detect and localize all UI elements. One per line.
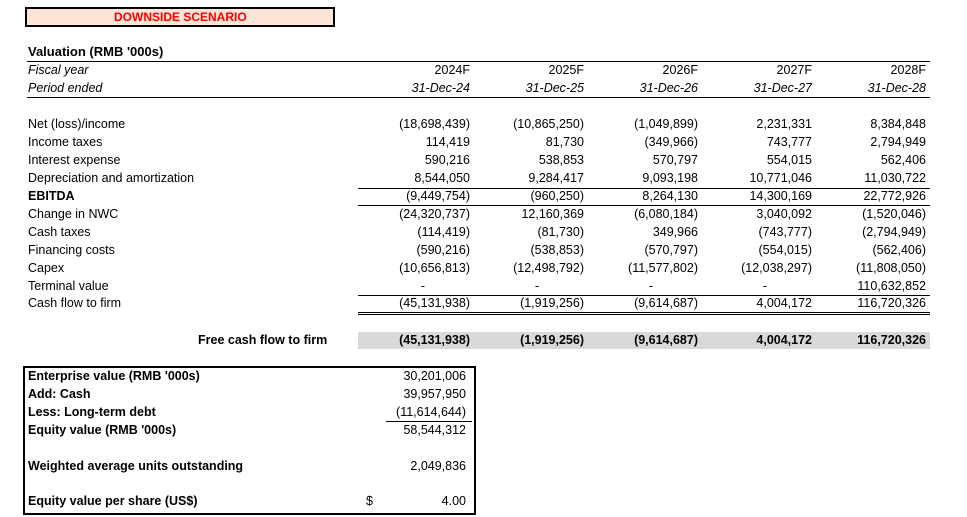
table-cell: 590,216 [424,153,470,167]
table-cell: (554,015) [758,243,812,257]
table-cell: (11,808,050) [856,261,926,275]
table-cell: (45,131,938) [399,296,470,310]
fiscal-year-header: 2026F [662,63,698,77]
cashflow-top-border [358,295,930,296]
table-cell: 3,040,092 [756,207,812,221]
less-debt-label: Less: Long-term debt [28,405,156,419]
units-outstanding-value: 2,049,836 [410,459,466,473]
add-cash-label: Add: Cash [28,387,91,401]
table-cell: 9,284,417 [528,171,584,185]
table-cell: 10,771,046 [749,171,812,185]
fiscal-year-header: 2024F [434,63,470,77]
cashflow-double-border-2 [358,314,930,315]
table-cell: 22,772,926 [863,189,926,203]
row-label: Interest expense [28,153,121,167]
period-ended-header: 31-Dec-27 [753,81,812,95]
table-cell: (81,730) [537,225,584,239]
table-cell: 2,794,949 [870,135,926,149]
table-cell: 349,966 [652,225,698,239]
table-cell: 9,093,198 [642,171,698,185]
row-label: Cash taxes [28,225,91,239]
fcf-value: 4,004,172 [756,333,812,347]
table-cell: (1,919,256) [520,296,584,310]
table-cell: (12,498,792) [513,261,584,275]
scenario-banner [25,7,335,27]
add-cash-value: 39,957,950 [403,387,466,401]
equity-per-share-label: Equity value per share (US$) [28,494,198,508]
row-label: Financing costs [28,243,115,257]
table-cell: (10,656,813) [399,261,470,275]
table-cell: (960,250) [530,189,584,203]
table-cell: (562,406) [872,243,926,257]
currency-symbol: $ [366,494,373,508]
valuation-title: Valuation (RMB '000s) [28,44,164,59]
units-outstanding-label: Weighted average units outstanding [28,459,244,473]
equity-value-top-border [386,421,472,422]
equity-value-label: Equity value (RMB '000s) [28,423,177,437]
table-cell: 110,632,852 [857,279,926,293]
table-cell: (538,853) [530,243,584,257]
row-label: Cash flow to firm [28,296,122,310]
table-cell: (9,614,687) [634,296,698,310]
row-label: Income taxes [28,135,103,149]
fiscal-year-header: 2027F [776,63,812,77]
period-ended-header: 31-Dec-24 [411,81,470,95]
enterprise-value-label: Enterprise value (RMB '000s) [28,369,200,383]
table-cell: 554,015 [766,153,812,167]
period-ended-header: 31-Dec-28 [867,81,926,95]
table-cell: 8,264,130 [642,189,698,203]
table-cell: 2,231,331 [756,117,812,131]
ebitda-top-border [358,188,930,189]
table-cell: 12,160,369 [521,207,584,221]
table-cell: (9,449,754) [406,189,470,203]
table-cell: 14,300,169 [749,189,812,203]
table-cell: 8,384,848 [870,117,926,131]
table-cell: (1,520,046) [862,207,926,221]
row-label: Change in NWC [28,207,119,221]
table-cell: (2,794,949) [862,225,926,239]
table-cell: 114,419 [425,135,470,149]
table-cell: 562,406 [880,153,926,167]
table-cell: (18,698,439) [399,117,470,131]
row-label: Terminal value [28,279,109,293]
ebitda-bottom-border [358,205,930,206]
table-cell: 11,030,722 [864,171,926,185]
table-cell: - [648,279,653,293]
less-debt-value: (11,614,644) [396,405,466,419]
table-cell: 743,777 [766,135,812,149]
cashflow-double-border-1 [358,312,930,313]
fiscal-year-header: 2025F [548,63,584,77]
table-cell: 81,730 [545,135,584,149]
period-ended-header: 31-Dec-26 [639,81,698,95]
period-ended-label: Period ended [28,81,103,95]
fcf-value: (9,614,687) [634,333,698,347]
enterprise-value: 30,201,006 [403,369,466,383]
table-cell: (349,966) [644,135,698,149]
table-cell: 116,720,326 [857,296,926,310]
fiscal-year-label: Fiscal year [28,63,89,77]
table-cell: (6,080,184) [634,207,698,221]
table-cell: 538,853 [538,153,584,167]
table-cell: (24,320,737) [399,207,470,221]
table-cell: - [420,279,425,293]
equity-per-share-value: 4.00 [441,494,466,508]
table-cell: (10,865,250) [513,117,584,131]
table-cell: 570,797 [652,153,698,167]
row-label: Capex [28,261,65,275]
fcf-value: (1,919,256) [520,333,584,347]
table-cell: (590,216) [416,243,470,257]
table-cell: (114,419) [417,225,470,239]
header-underline [27,97,930,98]
table-cell: - [762,279,767,293]
scenario-banner-text: DOWNSIDE SCENARIO [114,10,247,24]
title-underline [27,61,930,62]
table-cell: 4,004,172 [756,296,812,310]
fcf-value: 116,720,326 [857,333,926,347]
fcf-value: (45,131,938) [399,333,470,347]
table-cell: - [534,279,539,293]
table-cell: (1,049,899) [634,117,698,131]
row-label: EBITDA [28,189,75,203]
table-cell: 8,544,050 [414,171,470,185]
table-cell: (11,577,802) [628,261,698,275]
row-label: Depreciation and amortization [28,171,195,185]
equity-value: 58,544,312 [403,423,466,437]
fiscal-year-header: 2028F [890,63,926,77]
table-cell: (570,797) [644,243,698,257]
fcf-label: Free cash flow to firm [198,333,328,347]
row-label: Net (loss)/income [28,117,126,131]
period-ended-header: 31-Dec-25 [525,81,584,95]
table-cell: (743,777) [758,225,812,239]
table-cell: (12,038,297) [741,261,812,275]
